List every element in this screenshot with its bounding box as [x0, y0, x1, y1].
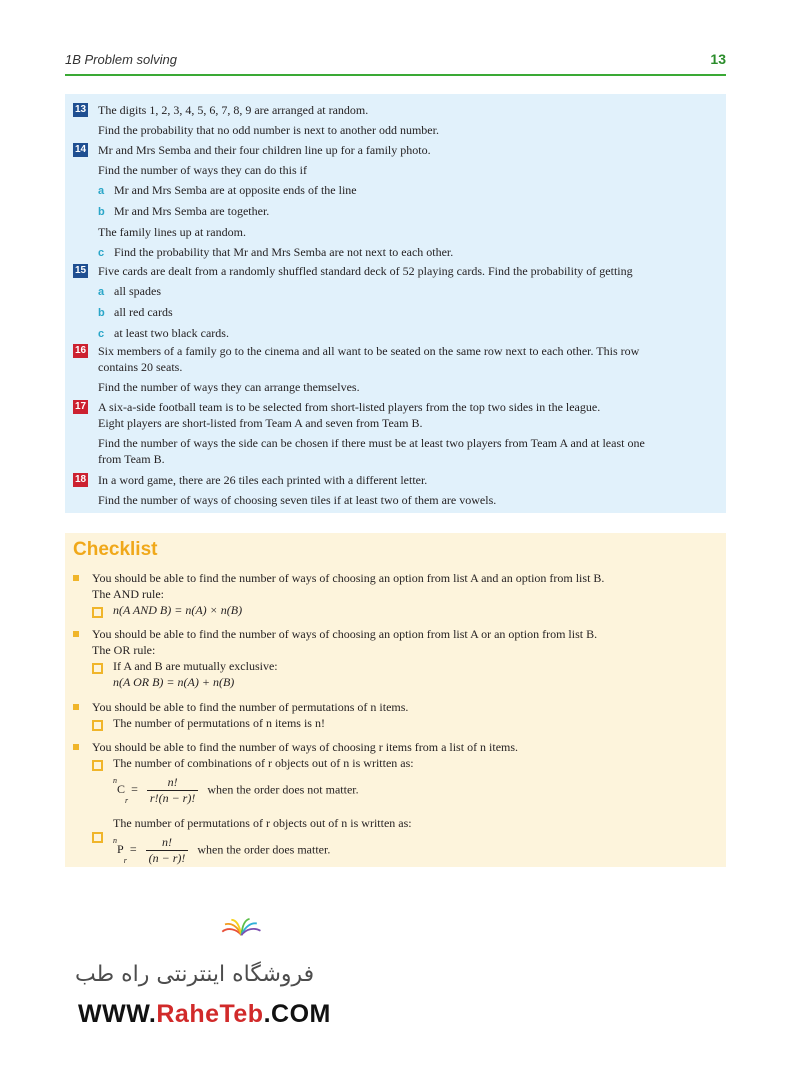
checklist-title: Checklist	[73, 539, 158, 560]
question-18	[73, 472, 713, 508]
formula-denominator: (n − r)!	[148, 851, 186, 865]
url-prefix: WWW.	[78, 1000, 157, 1028]
part-text: Mr and Mrs Semba are together.	[114, 204, 270, 218]
exercise-box	[65, 94, 726, 513]
checklist-subtext: The number of permutations of n items is n!	[113, 716, 325, 730]
checklist-item-or-rule	[73, 626, 718, 690]
part-text: Find the probability that Mr and Mrs Semba are not next to each other.	[114, 245, 454, 259]
bullet-icon	[73, 704, 79, 710]
question-text: A six-a-side football team is to be selected from short-listed players from the top two sides in the league.	[98, 400, 601, 414]
part-text: Mr and Mrs Semba are at opposite ends of the line	[114, 183, 357, 197]
question-13	[73, 102, 713, 138]
formula-or-rule: n(A OR B) = n(A) + n(B)	[113, 675, 235, 689]
part-label: b	[98, 307, 105, 319]
part-label: b	[98, 206, 105, 218]
question-text: Mr and Mrs Semba and their four children line up for a family photo.	[98, 143, 431, 157]
question-text: from Team B.	[98, 452, 165, 466]
question-14	[73, 142, 713, 261]
checklist-text: You should be able to find the number of ways of choosing r items from a list of n items.	[92, 740, 519, 754]
question-text: contains 20 seats.	[98, 360, 183, 374]
url-brand: RaheTeb	[156, 1000, 264, 1028]
question-17	[73, 399, 713, 467]
part-text: at least two black cards.	[114, 326, 229, 340]
checklist-item-permutations	[73, 699, 718, 731]
sub-bullet-icon	[92, 832, 103, 843]
part-b	[98, 203, 713, 220]
checklist-subtext: The number of combinations of r objects out of n is written as:	[113, 756, 414, 770]
section-title: 1B Problem solving	[65, 52, 177, 67]
question-number: 13	[74, 104, 87, 115]
question-text: Find the probability that no odd number is next to another odd number.	[98, 123, 439, 137]
sub-bullet-icon	[92, 607, 103, 618]
permutation-formula: $^nP_r$ = $\frac{n!}{(n - r)!}$ when the order does matter.	[113, 835, 331, 865]
question-text: The family lines up at random.	[98, 225, 246, 239]
question-text: Six members of a family go to the cinema and all want to be seated on the same row next to each other. This row	[98, 344, 640, 358]
question-text: Find the number of ways they can arrange themselves.	[98, 380, 360, 394]
question-text: Find the number of ways the side can be chosen if there must be at least two players from Team A and at least one	[98, 436, 645, 450]
question-text: In a word game, there are 26 tiles each printed with a different letter.	[98, 473, 428, 487]
checklist-item-and-rule	[73, 570, 718, 618]
checklist-text: The AND rule:	[92, 587, 164, 601]
question-number: 14	[74, 144, 87, 155]
checklist-text: You should be able to find the number of permutations of n items.	[92, 700, 409, 714]
book-logo-icon	[60, 918, 350, 968]
watermark-persian-text: فروشگاه اینترنتی راه طب	[75, 962, 315, 987]
question-16	[73, 343, 713, 395]
part-text: all red cards	[114, 305, 173, 319]
question-number: 18	[74, 474, 87, 485]
bullet-icon	[73, 631, 79, 637]
checklist-text: The OR rule:	[92, 643, 156, 657]
part-label: a	[98, 286, 105, 298]
part-b	[98, 304, 713, 321]
checklist-box	[65, 533, 726, 867]
part-a	[98, 283, 713, 300]
part-label: a	[98, 185, 105, 197]
page-header	[65, 50, 726, 76]
url-suffix: .COM	[263, 1000, 331, 1028]
watermark-url	[78, 1000, 331, 1029]
bullet-icon	[73, 575, 79, 581]
sub-bullet-icon	[92, 663, 103, 674]
bullet-icon	[73, 744, 79, 750]
formula-and-rule: n(A AND B) = n(A) × n(B)	[113, 603, 243, 617]
part-text: all spades	[114, 284, 161, 298]
checklist-text: You should be able to find the number of ways of choosing an option from list A and an option from list B.	[92, 571, 605, 585]
question-15	[73, 263, 713, 342]
question-text: Eight players are short-listed from Team A and seven from Team B.	[98, 416, 423, 430]
question-text: The digits 1, 2, 3, 4, 5, 6, 7, 8, 9 are arranged at random.	[98, 103, 369, 117]
formula-note: when the order does not matter.	[207, 782, 359, 797]
formula-numerator: n!	[147, 775, 198, 791]
part-a	[98, 182, 713, 199]
combination-formula: $^nC_r$ = $\frac{n!}{r!(n - r)!}$ when the order does not matter.	[113, 775, 359, 805]
question-number: 16	[74, 345, 87, 356]
part-c	[98, 244, 713, 261]
formula-numerator: n!	[146, 835, 189, 851]
part-label: c	[98, 247, 105, 259]
question-text: Five cards are dealt from a randomly shuffled standard deck of 52 playing cards. Find the probability of getting	[98, 264, 633, 278]
sub-bullet-icon	[92, 760, 103, 771]
part-c	[98, 325, 713, 342]
checklist-subtext: If A and B are mutually exclusive:	[113, 659, 278, 673]
sub-bullet-icon	[92, 720, 103, 731]
question-text: Find the number of ways they can do this if	[98, 163, 307, 177]
part-label: c	[98, 328, 105, 340]
formula-note: when the order does matter.	[197, 842, 331, 857]
question-number: 15	[74, 265, 87, 276]
checklist-subtext: The number of permutations of r objects out of n is written as:	[113, 816, 412, 830]
page-number: 13	[710, 51, 726, 67]
question-text: Find the number of ways of choosing seven tiles if at least two of them are vowels.	[98, 493, 497, 507]
formula-denominator: r!(n − r)!	[149, 791, 196, 805]
checklist-item-combinations	[73, 739, 718, 869]
checklist-text: You should be able to find the number of ways of choosing an option from list A or an option from list B.	[92, 627, 598, 641]
question-number: 17	[74, 401, 87, 412]
